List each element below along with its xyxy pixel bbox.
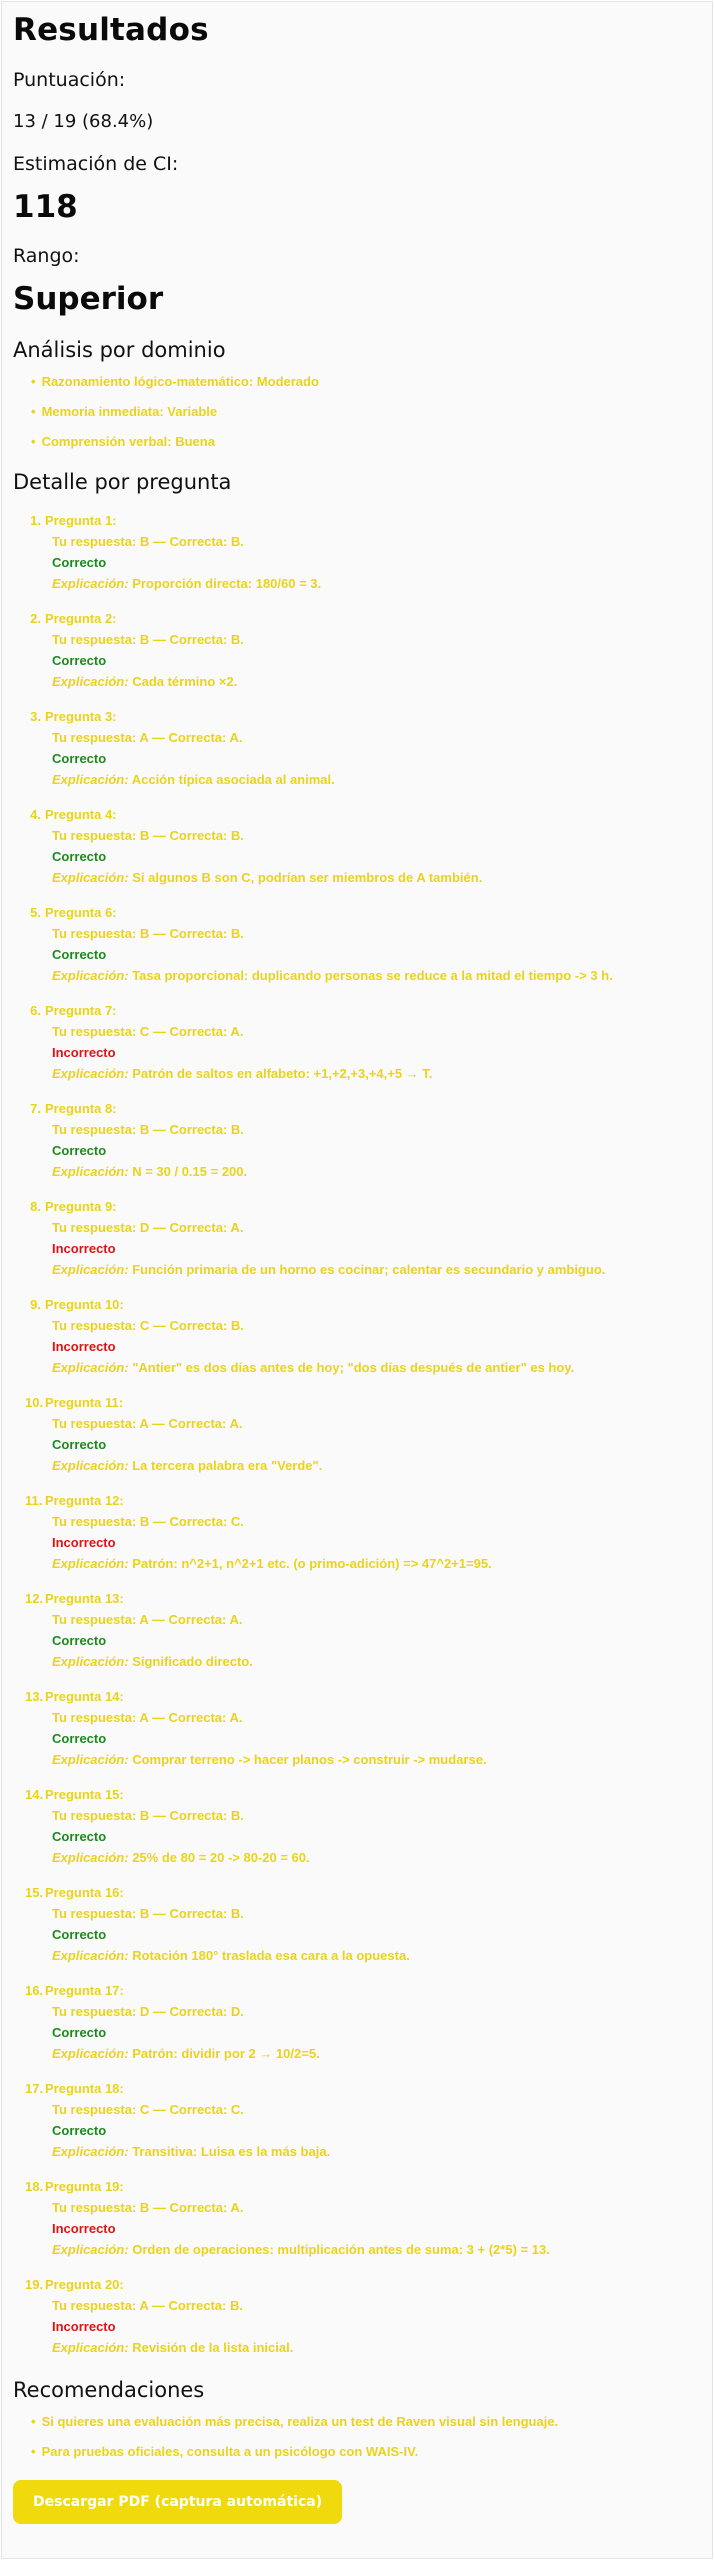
explanation-text: N = 30 / 0.15 = 200. — [132, 1164, 248, 1179]
question-answer: Tu respuesta: A — Correcta: A. — [52, 1710, 243, 1725]
question-explanation — [52, 671, 701, 692]
bullet-icon: • — [31, 2444, 36, 2459]
question-number: 8. — [30, 1199, 41, 1214]
explanation-label: Explicación: — [52, 968, 129, 983]
question-answer: Tu respuesta: C — Correcta: A. — [52, 1024, 244, 1039]
explanation-text: Transitiva: Luisa es la más baja. — [132, 2144, 331, 2159]
question-title: Pregunta 13: — [45, 1591, 124, 1606]
question-answer: Tu respuesta: B — Correcta: B. — [52, 1808, 244, 1823]
question-item — [25, 510, 701, 594]
page-title: Resultados — [13, 12, 209, 48]
question-explanation — [52, 573, 701, 594]
question-explanation — [52, 769, 701, 790]
question-status: Correcto — [52, 1633, 107, 1648]
explanation-text: Orden de operaciones: multiplicación antes de suma: 3 + (2*5) = 13. — [132, 2242, 550, 2257]
question-status: Incorrecto — [52, 1339, 116, 1354]
question-item — [25, 2078, 701, 2162]
question-status: Incorrecto — [52, 1241, 116, 1256]
question-title: Pregunta 14: — [45, 1689, 124, 1704]
explanation-label: Explicación: — [52, 2340, 129, 2355]
explanation-label: Explicación: — [52, 1654, 129, 1669]
question-answer: Tu respuesta: D — Correcta: A. — [52, 1220, 244, 1235]
explanation-text: Proporción directa: 180/60 = 3. — [132, 576, 322, 591]
explanation-label: Explicación: — [52, 1948, 129, 1963]
question-number: 6. — [30, 1003, 41, 1018]
question-item — [25, 1000, 701, 1084]
question-number: 3. — [30, 709, 41, 724]
question-item — [25, 1294, 701, 1378]
question-item — [25, 804, 701, 888]
question-status: Incorrecto — [52, 1045, 116, 1060]
explanation-text: Cada término ×2. — [132, 674, 238, 689]
question-answer: Tu respuesta: B — Correcta: B. — [52, 534, 244, 549]
question-number: 2. — [30, 611, 41, 626]
explanation-label: Explicación: — [52, 1164, 129, 1179]
question-title: Pregunta 11: — [45, 1395, 124, 1410]
question-explanation — [52, 2239, 701, 2260]
question-explanation — [52, 1357, 701, 1378]
question-number: 4. — [30, 807, 41, 822]
explanation-label: Explicación: — [52, 1262, 129, 1277]
explanation-text: Patrón de saltos en alfabeto: +1,+2,+3,+4,+5 → T. — [132, 1066, 433, 1081]
question-item — [25, 1882, 701, 1966]
question-item — [25, 2274, 701, 2358]
question-explanation — [52, 965, 701, 986]
question-status: Correcto — [52, 1829, 107, 1844]
question-item — [25, 608, 701, 692]
question-number: 15. — [25, 1885, 44, 1900]
question-answer: Tu respuesta: A — Correcta: A. — [52, 1612, 243, 1627]
iq-label: Estimación de CI: — [13, 153, 179, 175]
question-explanation — [52, 2141, 701, 2162]
question-number: 9. — [30, 1297, 41, 1312]
explanation-label: Explicación: — [52, 674, 129, 689]
question-answer: Tu respuesta: B — Correcta: B. — [52, 1906, 244, 1921]
explanation-label: Explicación: — [52, 2144, 129, 2159]
question-title: Pregunta 2: — [45, 611, 117, 626]
question-status: Correcto — [52, 947, 107, 962]
question-status: Correcto — [52, 1731, 107, 1746]
question-item — [25, 1784, 701, 1868]
question-title: Pregunta 10: — [45, 1297, 124, 1312]
question-explanation — [52, 2337, 701, 2358]
explanation-label: Explicación: — [52, 772, 129, 787]
bullet-icon: • — [31, 404, 36, 419]
question-status: Correcto — [52, 555, 107, 570]
details-heading: Detalle por pregunta — [13, 470, 232, 494]
analysis-item: • Memoria inmediata: Variable — [31, 404, 218, 419]
explanation-label: Explicación: — [52, 2046, 129, 2061]
explanation-text: Patrón: n^2+1, n^2+1 etc. (o primo-adición) => 47^2+1=95. — [132, 1556, 492, 1571]
results-panel — [1, 1, 713, 2559]
question-status: Correcto — [52, 1927, 107, 1942]
question-explanation — [52, 1749, 701, 1770]
question-title: Pregunta 20: — [45, 2277, 124, 2292]
question-item — [25, 1490, 701, 1574]
question-title: Pregunta 6: — [45, 905, 117, 920]
recommendations-list — [13, 2414, 701, 2460]
analysis-list — [13, 374, 701, 450]
explanation-label: Explicación: — [52, 1458, 129, 1473]
question-status: Correcto — [52, 2025, 107, 2040]
explanation-label: Explicación: — [52, 1752, 129, 1767]
question-status: Incorrecto — [52, 2221, 116, 2236]
question-status: Incorrecto — [52, 1535, 116, 1550]
question-number: 5. — [30, 905, 41, 920]
question-answer: Tu respuesta: B — Correcta: B. — [52, 926, 244, 941]
question-status: Correcto — [52, 653, 107, 668]
recommendation-item: • Si quieres una evaluación más precisa, realiza un test de Raven visual sin lenguaje. — [31, 2414, 559, 2429]
question-title: Pregunta 8: — [45, 1101, 117, 1116]
question-number: 16. — [25, 1983, 44, 1998]
question-answer: Tu respuesta: C — Correcta: B. — [52, 1318, 244, 1333]
explanation-label: Explicación: — [52, 1556, 129, 1571]
question-answer: Tu respuesta: D — Correcta: D. — [52, 2004, 244, 2019]
question-item — [25, 1392, 701, 1476]
question-title: Pregunta 18: — [45, 2081, 124, 2096]
question-item — [25, 1588, 701, 1672]
explanation-text: Rotación 180° traslada esa cara a la opuesta. — [132, 1948, 410, 1963]
bullet-icon: • — [31, 374, 36, 389]
analysis-heading: Análisis por dominio — [13, 338, 226, 362]
question-item — [25, 706, 701, 790]
question-status: Correcto — [52, 1437, 107, 1452]
question-answer: Tu respuesta: A — Correcta: A. — [52, 1416, 243, 1431]
question-status: Correcto — [52, 1143, 107, 1158]
explanation-text: Acción típica asociada al animal. — [131, 772, 335, 787]
question-number: 7. — [30, 1101, 41, 1116]
explanation-label: Explicación: — [52, 1066, 129, 1081]
question-title: Pregunta 12: — [45, 1493, 124, 1508]
explanation-text: 25% de 80 = 20 -> 80-20 = 60. — [132, 1850, 310, 1865]
question-title: Pregunta 15: — [45, 1787, 124, 1802]
question-answer: Tu respuesta: A — Correcta: B. — [52, 2298, 243, 2313]
question-answer: Tu respuesta: B — Correcta: C. — [52, 1514, 244, 1529]
question-status: Correcto — [52, 2123, 107, 2138]
question-explanation — [52, 1063, 701, 1084]
explanation-text: Tasa proporcional: duplicando personas se reduce a la mitad el tiempo -> 3 h. — [132, 968, 613, 983]
recommendation-item: • Para pruebas oficiales, consulta a un psicólogo con WAIS-IV. — [31, 2444, 419, 2459]
question-status: Correcto — [52, 751, 107, 766]
question-title: Pregunta 9: — [45, 1199, 117, 1214]
question-item — [25, 2176, 701, 2260]
range-label: Rango: — [13, 245, 80, 267]
question-item — [25, 1196, 701, 1280]
analysis-item: • Razonamiento lógico-matemático: Moderado — [31, 374, 319, 389]
question-title: Pregunta 16: — [45, 1885, 124, 1900]
explanation-label: Explicación: — [52, 870, 129, 885]
question-explanation — [52, 2043, 701, 2064]
question-number: 1. — [30, 513, 41, 528]
question-explanation — [52, 1161, 701, 1182]
question-number: 11. — [25, 1493, 43, 1508]
question-status: Incorrecto — [52, 2319, 116, 2334]
question-explanation — [52, 1945, 701, 1966]
question-status: Correcto — [52, 849, 107, 864]
question-number: 13. — [25, 1689, 44, 1704]
question-title: Pregunta 3: — [45, 709, 117, 724]
explanation-label: Explicación: — [52, 576, 129, 591]
question-title: Pregunta 19: — [45, 2179, 124, 2194]
question-explanation — [52, 1455, 701, 1476]
iq-value: 118 — [13, 189, 78, 225]
explanation-text: Función primaria de un horno es cocinar; calentar es secundario y ambiguo. — [132, 1262, 606, 1277]
question-item — [25, 1686, 701, 1770]
question-answer: Tu respuesta: A — Correcta: A. — [52, 730, 243, 745]
question-explanation — [52, 1847, 701, 1868]
question-explanation — [52, 1651, 701, 1672]
question-answer: Tu respuesta: B — Correcta: B. — [52, 1122, 244, 1137]
question-number: 14. — [25, 1787, 44, 1802]
explanation-label: Explicación: — [52, 2242, 129, 2257]
question-number: 19. — [25, 2277, 44, 2292]
question-explanation — [52, 867, 701, 888]
question-title: Pregunta 7: — [45, 1003, 117, 1018]
bullet-icon: • — [31, 434, 36, 449]
question-title: Pregunta 17: — [45, 1983, 124, 1998]
question-item — [25, 1980, 701, 2064]
question-number: 10. — [25, 1395, 44, 1410]
recommendations-heading: Recomendaciones — [13, 2378, 205, 2402]
analysis-item: • Comprensión verbal: Buena — [31, 434, 215, 449]
question-number: 12. — [25, 1591, 44, 1606]
score-label: Puntuación: — [13, 69, 126, 91]
question-answer: Tu respuesta: C — Correcta: C. — [52, 2102, 244, 2117]
score-value: 13 / 19 (68.4%) — [13, 111, 154, 132]
question-title: Pregunta 4: — [45, 807, 117, 822]
explanation-label: Explicación: — [52, 1360, 129, 1375]
question-number: 17. — [25, 2081, 44, 2096]
download-pdf-button[interactable]: Descargar PDF (captura automática) — [13, 2480, 342, 2524]
question-answer: Tu respuesta: B — Correcta: B. — [52, 828, 244, 843]
range-value: Superior — [13, 281, 164, 317]
details-list — [13, 510, 701, 2358]
question-explanation — [52, 1553, 701, 1574]
question-number: 18. — [25, 2179, 44, 2194]
explanation-text: Significado directo. — [132, 1654, 253, 1669]
question-title: Pregunta 1: — [45, 513, 117, 528]
question-item — [25, 1098, 701, 1182]
question-answer: Tu respuesta: B — Correcta: B. — [52, 632, 244, 647]
question-item — [25, 902, 701, 986]
explanation-text: Si algunos B son C, podrían ser miembros de A también. — [132, 870, 483, 885]
bullet-icon: • — [31, 2414, 36, 2429]
explanation-text: Comprar terreno -> hacer planos -> construir -> mudarse. — [132, 1752, 487, 1767]
explanation-text: "Antier" es dos días antes de hoy; "dos días después de antier" es hoy. — [132, 1360, 575, 1375]
explanation-text: Revisión de la lista inicial. — [132, 2340, 294, 2355]
explanation-text: La tercera palabra era "Verde". — [132, 1458, 323, 1473]
question-explanation — [52, 1259, 701, 1280]
question-answer: Tu respuesta: B — Correcta: A. — [52, 2200, 244, 2215]
explanation-label: Explicación: — [52, 1850, 129, 1865]
explanation-text: Patrón: dividir por 2 → 10/2=5. — [132, 2046, 320, 2061]
